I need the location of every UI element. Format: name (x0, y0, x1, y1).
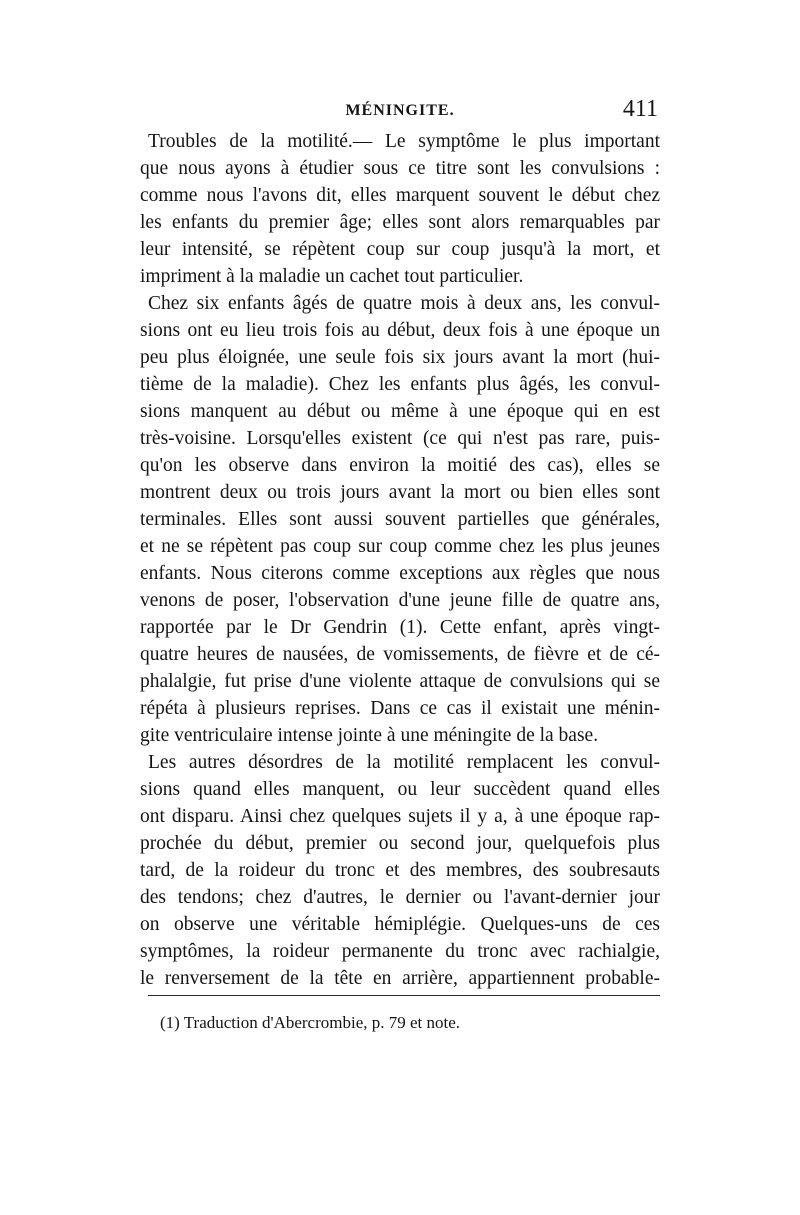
text-line: comme nous l'avons dit, elles marquent souvent le début chez (140, 185, 660, 206)
text-line: peu plus éloignée, une seule fois six jours avant la mort (hui- (140, 347, 660, 368)
text-line: ont disparu. Ainsi chez quelques sujets il y a, à une époque rap- (140, 806, 660, 827)
text-line: rapportée par le Dr Gendrin (1). Cette enfant, après vingt- (140, 617, 660, 638)
running-title: MÉNINGITE. (345, 102, 455, 119)
text-line: prochée du début, premier ou second jour, quelquefois plus (140, 833, 660, 854)
text-line: que nous ayons à étudier sous ce titre sont les convulsions : (140, 158, 660, 179)
text-line: gite ventriculaire intense jointe à une méningite de la base. (140, 725, 599, 746)
footnote: (1) Traduction d'Abercrombie, p. 79 et note. (160, 1013, 461, 1032)
text-line: sions manquent au début ou même à une époque qui en est (140, 401, 660, 422)
text-line: Troubles de la motilité.— Le symptôme le plus important (148, 131, 660, 152)
text-line: et ne se répètent pas coup sur coup comme chez les plus jeunes (140, 536, 660, 557)
text-line: sions quand elles manquent, ou leur succèdent quand elles (140, 779, 660, 800)
text-line: tième de la maladie). Chez les enfants plus âgés, les convul- (140, 374, 660, 395)
text-line: répéta à plusieurs reprises. Dans ce cas il existait une ménin- (140, 698, 660, 719)
text-line: symptômes, la roideur permanente du tronc avec rachialgie, (140, 941, 660, 962)
text-line: venons de poser, l'observation d'une jeune fille de quatre ans, (140, 590, 660, 611)
text-line: leur intensité, se répètent coup sur coup jusqu'à la mort, et (140, 239, 660, 260)
text-line: phalalgie, fut prise d'une violente attaque de convulsions qui se (140, 671, 660, 692)
text-line: sions ont eu lieu trois fois au début, deux fois à une époque un (140, 320, 660, 341)
footnote-rule (148, 995, 660, 996)
page-number: 411 (622, 96, 658, 122)
text-line: très-voisine. Lorsqu'elles existent (ce qui n'est pas rare, puis- (140, 428, 660, 449)
text-line: tard, de la roideur du tronc et des membres, des soubresauts (140, 860, 660, 881)
text-line: Chez six enfants âgés de quatre mois à deux ans, les convul- (148, 293, 660, 314)
text-line: montrent deux ou trois jours avant la mort ou bien elles sont (140, 482, 660, 503)
text-line: Les autres désordres de la motilité remplacent les convul- (148, 752, 660, 773)
text-line: le renversement de la tête en arrière, appartiennent probable- (140, 968, 660, 989)
text-line: on observe une véritable hémiplégie. Quelques-uns de ces (140, 914, 660, 935)
text-line: terminales. Elles sont aussi souvent partielles que générales, (140, 509, 660, 530)
body-text (140, 128, 660, 992)
text-line: enfants. Nous citerons comme exceptions aux règles que nous (140, 563, 660, 584)
text-line: quatre heures de nausées, de vomissements, de fièvre et de cé- (140, 644, 660, 665)
text-line: qu'on les observe dans environ la moitié des cas), elles se (140, 455, 660, 476)
text-line: des tendons; chez d'autres, le dernier ou l'avant-dernier jour (140, 887, 660, 908)
text-line: impriment à la maladie un cachet tout particulier. (140, 266, 524, 287)
text-line: les enfants du premier âge; elles sont alors remarquables par (140, 212, 660, 233)
